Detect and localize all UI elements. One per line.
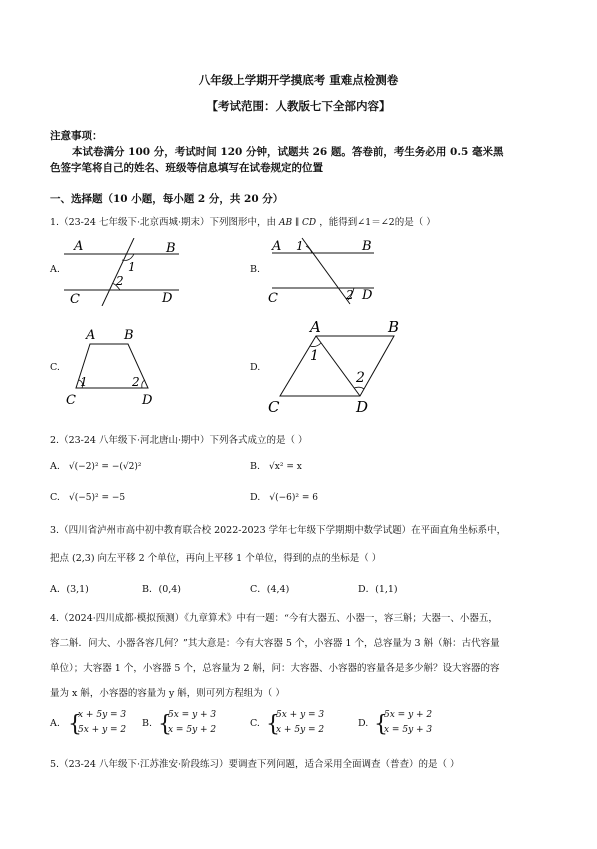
q2-option-b-label: B.: [250, 461, 261, 472]
q2-option-d-label: D.: [250, 492, 261, 503]
point-a: A: [310, 318, 321, 336]
q1-stem-b: ，能得到∠1＝∠2的是（ ）: [319, 217, 436, 228]
point-a: A: [86, 328, 96, 343]
q4-option-b-eq2: x = 5y + 2: [168, 725, 217, 735]
q1-figure-a: [64, 238, 184, 306]
angle-2-label: 2: [132, 375, 140, 389]
question-1-stem: [50, 214, 436, 228]
angle-1-label: 1: [296, 239, 304, 253]
q4-option-b-eq1: 5x = y + 3: [168, 710, 217, 720]
q2-option-a-label: A.: [50, 461, 60, 472]
question-2-stem: 2.（23-24 八年级下·河北唐山·期中）下列各式成立的是（ ）: [50, 435, 308, 446]
q2-option-a-expr: √(−2)² = −(√2)²: [68, 462, 142, 472]
q2-option-b: [250, 461, 302, 472]
notice-line-1: 本试卷满分 100 分，考试时间 120 分钟，试题共 26 题。答卷前，考生务必用 0.5 毫米黑: [72, 146, 504, 158]
q4-option-c-eq1: 5x + y = 3: [276, 710, 325, 720]
angle-1-label: 1: [310, 348, 319, 364]
q1-stem-math: AB ∥ CD: [279, 218, 317, 228]
q4-option-d-eq1: 5x = y + 2: [384, 710, 433, 720]
q2-option-b-expr: √x² = x: [269, 462, 302, 472]
parallelogram: [280, 336, 394, 396]
notice-line-2: 色签字笔将自己的姓名、班级等信息填写在试卷规定的位置: [50, 162, 323, 174]
question-4-line-1: 4.（2024·四川成都·模拟预测）《九章算术》中有一题：“今有大器五、小器一，容三斛；大器一、小器五，: [50, 613, 498, 624]
q3-option-b: B．(0,4): [142, 584, 182, 595]
point-d: D: [142, 393, 153, 408]
angle-2-label: 2: [346, 288, 354, 302]
q1-stem-a: 1.（23-24 七年级下·北京西城·期末）下列图形中，由: [50, 217, 277, 228]
point-c: C: [66, 393, 76, 408]
angle-1-label: 1: [80, 375, 88, 389]
q3-option-a: A．(3,1): [50, 584, 89, 595]
exam-scope: 【考试范围：人教版七下全部内容】: [206, 99, 391, 113]
point-d: D: [362, 288, 373, 303]
q1-option-d-label: D.: [250, 362, 261, 373]
point-a: A: [272, 239, 282, 254]
q4-option-a-eq1: x + 5y = 3: [78, 710, 127, 720]
point-b: B: [388, 318, 400, 336]
q2-option-d-expr: √(−6)² = 6: [269, 493, 318, 503]
notice-heading: 注意事项：: [50, 130, 103, 142]
q2-option-c: [50, 492, 125, 503]
q2-option-a: [50, 461, 141, 472]
q4-option-c-label: C.: [250, 718, 260, 729]
q4-option-d-eq2: x = 5y + 3: [384, 725, 433, 735]
q2-option-c-expr: √(−5)² = −5: [68, 493, 126, 503]
q1-option-a-label: A.: [50, 264, 60, 275]
q4-option-d-label: D.: [358, 718, 369, 729]
section-heading: 一、选择题（10 小题，每小题 2 分，共 20 分）: [50, 193, 284, 205]
question-4-line-2: 容二斛．问大、小器各容几何？”其大意是：今有大容器 5 个，小容器 1 个，总容量为 3 斛（斛：古代容量: [50, 638, 500, 649]
question-5-stem: 5.（23-24 八年级下·江苏淮安·阶段练习）要调查下列问题，适合采用全面调查（普查）的是（ ）: [50, 759, 460, 770]
q1-option-b-label: B.: [250, 264, 261, 275]
angle-2-label: 2: [356, 370, 365, 386]
brace-icon: {: [266, 712, 280, 737]
point-a: A: [74, 239, 84, 254]
q4-option-b-label: B.: [142, 718, 153, 729]
q4-option-a-label: A.: [50, 718, 60, 729]
point-c: C: [268, 291, 278, 306]
brace-icon: {: [68, 712, 82, 737]
q2-option-d: [250, 492, 318, 503]
q2-option-c-label: C.: [50, 492, 60, 503]
point-b: B: [124, 328, 134, 343]
q1-figure-c: [62, 326, 162, 410]
question-3-stem-2: 把点 (2,3) 向左平移 2 个单位，再向上平移 1 个单位，得到的点的坐标是（ ）: [50, 553, 382, 564]
q1-figure-d: [264, 318, 414, 416]
angle-2-arc: [354, 387, 364, 389]
q4-option-a-eq2: 5x + y = 2: [78, 725, 127, 735]
brace-icon: {: [374, 712, 388, 737]
page-title: 八年级上学期开学摸底考 重难点检测卷: [198, 73, 399, 87]
angle-1-label: 1: [128, 260, 136, 274]
point-c: C: [268, 398, 280, 416]
q1-option-c-label: C.: [50, 362, 60, 373]
angle-2-label: 2: [116, 274, 124, 288]
point-b: B: [362, 239, 372, 254]
point-d: D: [162, 291, 173, 306]
diagonal-ad: [316, 336, 360, 396]
point-c: C: [70, 292, 80, 306]
q3-option-c: C．(4,4): [250, 584, 290, 595]
question-4-line-3: 单位）；大容器 1 个，小容器 5 个，总容量为 2 斛，问：大容器、小容器的容量各是多少斛？设大容器的容: [50, 663, 500, 674]
brace-icon: {: [158, 712, 172, 737]
question-4-line-4: 量为 x 斛，小容器的容量为 y 斛，则可列方程组为（ ）: [50, 688, 285, 699]
point-b: B: [166, 241, 176, 256]
q3-option-d: D．(1,1): [358, 584, 398, 595]
q4-option-c-eq2: x + 5y = 2: [276, 725, 325, 735]
question-3-stem-1: 3.（四川省泸州市高中初中教育联合校 2022-2023 学年七年级下学期期中数学试题）在平面直角坐标系中，: [50, 525, 507, 536]
point-d: D: [356, 398, 369, 416]
q1-figure-b: [266, 236, 382, 306]
